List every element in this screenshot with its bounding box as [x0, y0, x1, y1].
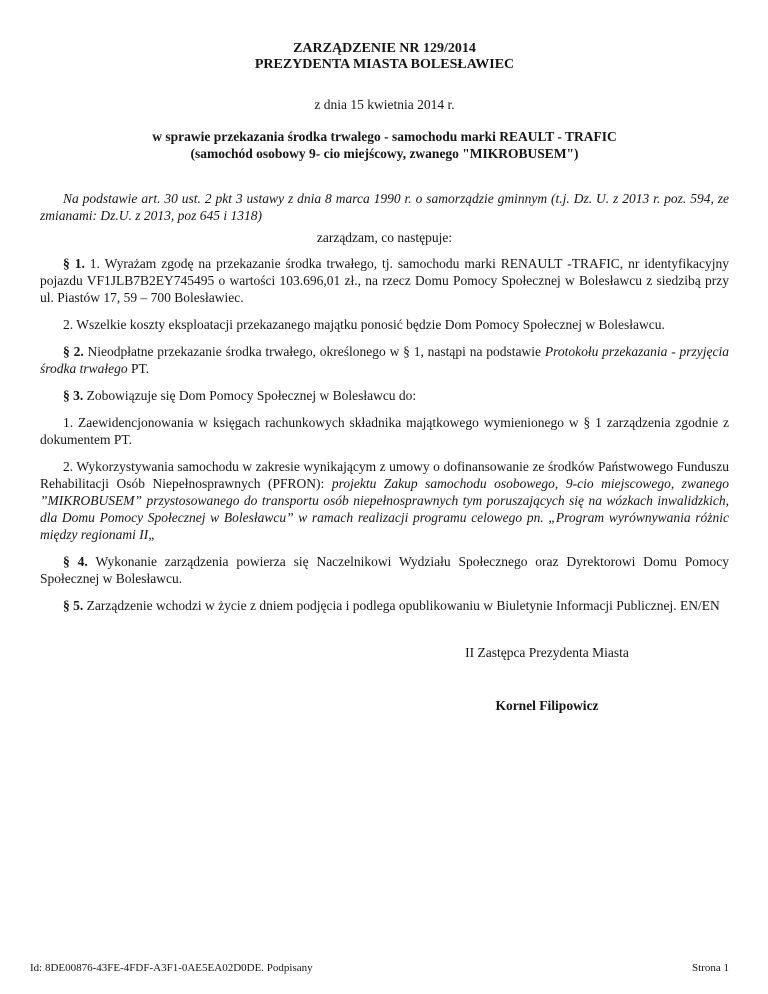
- paragraph-segment: Zarządzenie wchodzi w życie z dniem podjęcia i podlega opublikowaniu w Biuletynie Informacji Publicznej. EN/EN: [86, 598, 720, 613]
- paragraph-segment: § 1.: [63, 256, 90, 271]
- ordinance-date: z dnia 15 kwietnia 2014 r.: [314, 97, 455, 112]
- paragraph-segment: Wykonanie zarządzenia powierza się Naczelnikowi Wydziału Społecznego oraz Dyrektorowi Domu Pomocy Społecznej w Bolesławcu.: [40, 554, 730, 586]
- paragraph-segment: 1. Wyrażam zgodę na przekazanie środka trwałego, tj. samochodu marki RENAULT -TRAFIC, nr identyfikacyjny pojazdu VF1JLB7B2EY745495 o wartości 103.696,01 zł., na rzecz Domu Pomocy Społecznej w Bolesławcu z siedzibą przy ul. Piastów 17, 59 – 700 Bolesławiec.: [40, 256, 730, 305]
- ordinance-subject: [40, 129, 729, 162]
- paragraph: [40, 255, 729, 306]
- paragraph: [40, 597, 729, 614]
- signature-role: II Zastępca Prezydenta Miasta: [465, 645, 629, 660]
- document-header: [40, 41, 729, 162]
- paragraph-segment: § 5.: [63, 598, 87, 613]
- paragraph: [40, 414, 729, 448]
- signature-name: Kornel Filipowicz: [495, 698, 599, 713]
- paragraph: [40, 190, 729, 224]
- paragraph-segment: Zobowiązuje się Dom Pomocy Społecznej w Bolesławcu do:: [86, 388, 417, 403]
- ordinance-issuer: PREZYDENTA MIASTA BOLESŁAWIEC: [254, 57, 515, 72]
- document-footer: [30, 962, 729, 975]
- paragraph: [40, 229, 729, 246]
- paragraph-segment: § 2.: [63, 344, 88, 359]
- paragraph-segment: § 4.: [63, 554, 96, 569]
- document-body: [40, 190, 729, 614]
- subject-line-2: (samochód osobowy 9- cio miejścowy, zwanego "MIKROBUSEM"): [190, 145, 579, 161]
- subject-line-1: w sprawie przekazania środka trwalego - samochodu marki REAULT - TRAFIC: [152, 129, 617, 144]
- paragraph-segment: PT.: [127, 361, 150, 376]
- paragraph-segment: 2. Wykorzystywania samochodu w zakresie wynikającym z umowy o dofinansowanie ze środków Państwowego Funduszu Rehabilitacji Osób Niepełnosprawnych (PFRON):: [40, 459, 729, 491]
- page-number: Strona 1: [692, 962, 729, 974]
- paragraph-segment: projektu Zakup samochodu osobowego, 9-cio miejscowego, zwanego ”MIKROBUSEM” przystosowanego do transportu osób niepełnosprawnych tym poruszających się na wózkach inwalidzkich, dla Domu Pomocy Społecznej w Bolesławcu” w ramach realizacji programu celowego pn. „Program wyrównywania różnic między regionami II„: [40, 476, 729, 542]
- paragraph-segment: Nieodpłatne przekazanie środka trwałego, określonego w § 1, nastąpi na podstawie: [87, 344, 545, 359]
- paragraph: [40, 553, 729, 587]
- paragraph-segment: Na podstawie art. 30 ust. 2 pkt 3 ustawy z dnia 8 marca 1990 r. o samorządzie gminnym (t.j. Dz. U. z 2013 r. poz. 594, ze zmianami: Dz.U. z 2013, poz 645 i 1318): [40, 191, 729, 223]
- ordinance-number: ZARZĄDZENIE NR 129/2014: [293, 41, 476, 56]
- paragraph: [40, 458, 729, 543]
- paragraph: [40, 343, 729, 377]
- paragraph-segment: 1. Zaewidencjonowania w księgach rachunkowych składnika majątkowego wymienionego w § 1 zarządzenia zgodnie z dokumentem PT.: [40, 415, 729, 447]
- signature-block: [397, 644, 697, 714]
- paragraph-segment: 2. Wszelkie koszty eksploatacji przekazanego majątku ponosić będzie Dom Pomocy Społecznej w Bolesławcu.: [63, 317, 665, 332]
- paragraph-segment: zarządzam, co następuje:: [316, 230, 453, 245]
- document-id: Id: 8DE00876-43FE-4FDF-A3F1-0AE5EA02D0DE. Podpisany: [30, 962, 313, 974]
- paragraph: [40, 387, 729, 404]
- paragraph-segment: § 3.: [63, 388, 87, 403]
- paragraph-segment: Protokołu przekazania - przyjęcia środka trwałego: [40, 344, 730, 376]
- paragraph: [40, 316, 729, 333]
